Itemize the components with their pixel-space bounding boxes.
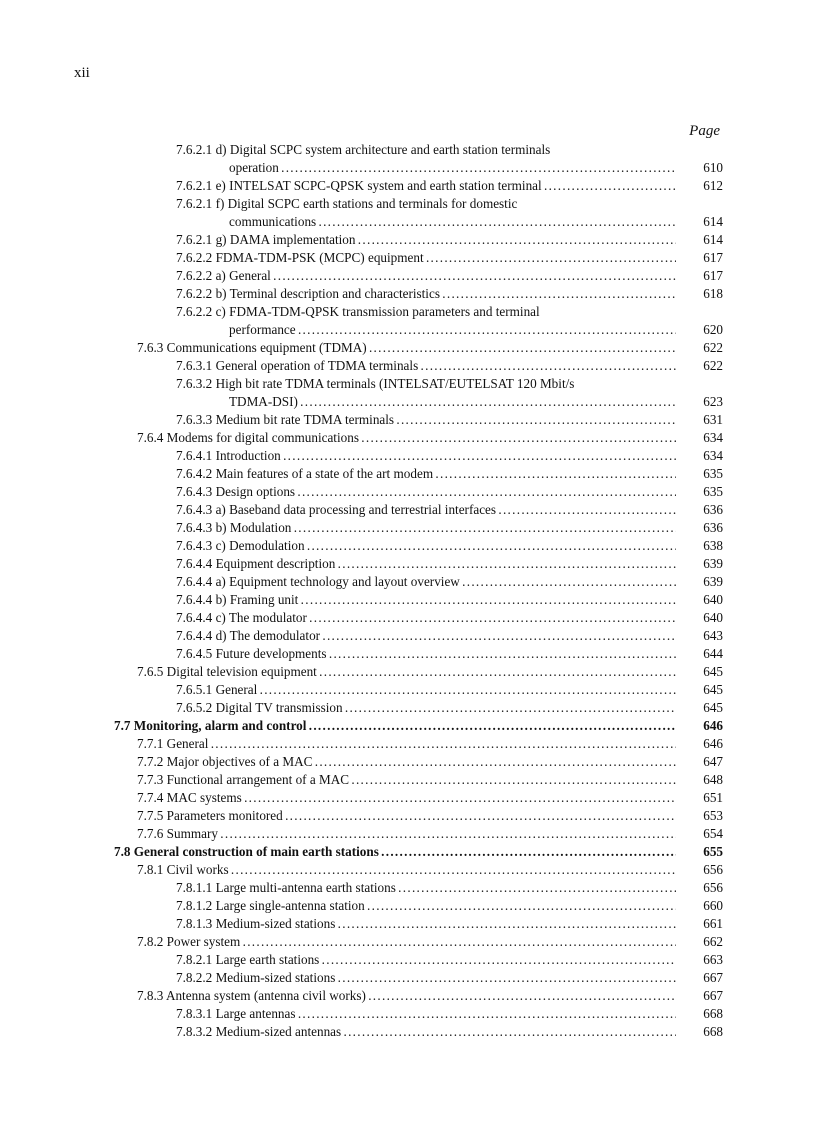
toc-entry-title-line: 7.8.2.2 Medium-sized stations . . . (176, 969, 676, 987)
toc-entry-page-number: 638 (703, 538, 723, 553)
toc-entry-title-line: 7.6.4.3 b) Modulation . . . (176, 519, 676, 537)
toc-entry-page-number: 620 (703, 322, 723, 337)
toc-entry-title (176, 699, 676, 717)
toc-entry-title-line: 7.6.5 Digital television equipment . . . (137, 663, 676, 681)
toc-entry-title-line: 7.6.5.1 General . . . (176, 681, 676, 699)
toc-entry-title (176, 249, 676, 267)
toc-entry (0, 681, 816, 699)
toc-entry (0, 375, 816, 411)
toc-entry-title (137, 933, 676, 951)
toc-entry-title-line: 7.8.3.1 Large antennas . . . (176, 1005, 676, 1023)
toc-entry-title (176, 915, 676, 933)
toc-entry (0, 429, 816, 447)
toc-entry (0, 933, 816, 951)
toc-entry-page-number: 660 (703, 898, 723, 913)
toc-entry-title-continuation: TDMA-DSI) . . . (176, 393, 676, 411)
toc-entry-title (176, 141, 676, 177)
toc-entry (0, 195, 816, 231)
toc-entry-page-number: 647 (703, 754, 723, 769)
toc-entry (0, 897, 816, 915)
toc-entry-title (176, 627, 676, 645)
toc-entry-title (176, 591, 676, 609)
page-number-roman: xii (74, 65, 90, 81)
toc-entry-page-number: 622 (703, 340, 723, 355)
toc-entry-title-line: 7.6.3.1 General operation of TDMA terminals . . . (176, 357, 676, 375)
toc-entry-page-number: 655 (703, 844, 723, 859)
toc-entry-title (176, 285, 676, 303)
toc-entry-title-line: 7.8.1 Civil works . . . (137, 861, 676, 879)
toc-entry (0, 483, 816, 501)
toc-entry (0, 627, 816, 645)
toc-entry-page-number: 645 (703, 700, 723, 715)
toc-entry-page-number: 610 (703, 160, 723, 175)
toc-entry-title (176, 501, 676, 519)
toc-entry-title-line: 7.8.1.2 Large single-antenna station . . . (176, 897, 676, 915)
toc-entry-title-line: 7.6.4.4 c) The modulator . . . (176, 609, 676, 627)
toc-entry-title-line: 7.7.5 Parameters monitored . . . (137, 807, 676, 825)
toc-entry-title-line: 7.6.2.1 d) Digital SCPC system architecture and earth station terminals (176, 142, 551, 157)
toc-entry (0, 861, 816, 879)
toc-entry-page-number: 663 (703, 952, 723, 967)
toc-entry-page-number: 661 (703, 916, 723, 931)
toc-entry (0, 915, 816, 933)
toc-entry-title-line: 7.6.4.4 a) Equipment technology and layout overview . . . (176, 573, 676, 591)
toc-entry-title (176, 555, 676, 573)
toc-entry-page-number: 644 (703, 646, 723, 661)
toc-entry-title (176, 465, 676, 483)
toc-entry-title (176, 177, 676, 195)
toc-entry-page-number: 618 (703, 286, 723, 301)
toc-entry-title-line: 7.7.1 General . . . (137, 735, 676, 753)
toc-entry-page-number: 635 (703, 484, 723, 499)
toc-entry-title-line: 7.6.2.2 a) General . . . (176, 267, 676, 285)
toc-entry-title-continuation: performance . . . (176, 321, 676, 339)
toc-entry-title-line: 7.6.2.2 FDMA-TDM-PSK (MCPC) equipment . . . (176, 249, 676, 267)
toc-entry-page-number: 654 (703, 826, 723, 841)
toc-entry-title-line: 7.6.4.1 Introduction . . . (176, 447, 676, 465)
toc-entry-title (137, 429, 676, 447)
toc-entry-title-line: 7.6.5.2 Digital TV transmission . . . (176, 699, 676, 717)
toc-entry-page-number: 651 (703, 790, 723, 805)
toc-entry-page-number: 635 (703, 466, 723, 481)
toc-entry-title (137, 663, 676, 681)
toc-entry (0, 501, 816, 519)
toc-entry-title-line: 7.6.3 Communications equipment (TDMA) . . . (137, 339, 676, 357)
toc-entry-page-number: 640 (703, 592, 723, 607)
toc-entry-page-number: 636 (703, 520, 723, 535)
toc-entry-page-number: 668 (703, 1024, 723, 1039)
toc-entry (0, 951, 816, 969)
toc-entry-page-number: 623 (703, 394, 723, 409)
toc-entry-title (114, 717, 676, 735)
toc-entry-title (137, 987, 676, 1005)
toc-entry (0, 519, 816, 537)
toc-entry (0, 717, 816, 735)
toc-entry-title-line: 7.6.2.1 g) DAMA implementation . . . (176, 231, 676, 249)
toc-entry-title (176, 609, 676, 627)
toc-entry-page-number: 612 (703, 178, 723, 193)
toc-entry (0, 645, 816, 663)
toc-entry-title-line: 7.6.2.2 c) FDMA-TDM-QPSK transmission parameters and terminal (176, 304, 540, 319)
toc-entry-title (176, 411, 676, 429)
toc-entry-page-number: 639 (703, 574, 723, 589)
toc-entry-page-number: 656 (703, 880, 723, 895)
toc-entry (0, 447, 816, 465)
toc-entry-title-continuation: operation . . . (176, 159, 676, 177)
toc-entry-title-line: 7.6.4.4 d) The demodulator . . . (176, 627, 676, 645)
toc-entry-title (176, 1005, 676, 1023)
toc-entry-title (176, 375, 676, 411)
toc-entry-title (176, 969, 676, 987)
toc-entry-title-line: 7.6.2.1 e) INTELSAT SCPC-QPSK system and earth station terminal . . . (176, 177, 676, 195)
toc-entry-title-line: 7.8.2 Power system . . . (137, 933, 676, 951)
toc-entry (0, 411, 816, 429)
toc-entry-title (176, 645, 676, 663)
toc-entry-title (137, 771, 676, 789)
toc-entry-page-number: 645 (703, 664, 723, 679)
toc-entry-title-line: 7.7.2 Major objectives of a MAC . . . (137, 753, 676, 771)
toc-entry (0, 555, 816, 573)
toc-entry (0, 1023, 816, 1041)
toc-entry (0, 231, 816, 249)
toc-entry-title (176, 537, 676, 555)
toc-entry-title-line: 7.8 General construction of main earth stations . . . (114, 843, 676, 861)
toc-entry-title-line: 7.6.4.5 Future developments . . . (176, 645, 676, 663)
toc-entry-page-number: 643 (703, 628, 723, 643)
toc-entry (0, 843, 816, 861)
toc-entry-page-number: 622 (703, 358, 723, 373)
toc-entry (0, 285, 816, 303)
toc-entry-title (114, 843, 676, 861)
toc-entry (0, 591, 816, 609)
toc-entry (0, 825, 816, 843)
toc-entry-title (137, 789, 676, 807)
toc-entry-title-line: 7.6.4.4 b) Framing unit . . . (176, 591, 676, 609)
toc-entry-page-number: 631 (703, 412, 723, 427)
toc-entry-title (176, 483, 676, 501)
toc-entry (0, 987, 816, 1005)
toc-entry (0, 573, 816, 591)
toc-entry-page-number: 662 (703, 934, 723, 949)
toc-entry-title-line: 7.6.4.3 Design options . . . (176, 483, 676, 501)
toc-entry (0, 177, 816, 195)
toc-entry-title-line: 7.8.3 Antenna system (antenna civil works) . . . (137, 987, 676, 1005)
toc-entry (0, 663, 816, 681)
toc-entry-page-number: 645 (703, 682, 723, 697)
toc-entry-title (176, 879, 676, 897)
toc-entry-title (176, 267, 676, 285)
toc-entry-page-number: 646 (703, 718, 723, 733)
toc-entry-title (176, 573, 676, 591)
toc-entry (0, 735, 816, 753)
toc-entry-title (176, 195, 676, 231)
toc-entry-page-number: 667 (703, 970, 723, 985)
toc-entry-title-line: 7.7.3 Functional arrangement of a MAC . . . (137, 771, 676, 789)
toc-entry-title (137, 807, 676, 825)
toc-entry-title (176, 897, 676, 915)
toc-entry (0, 609, 816, 627)
toc-entry-title (176, 231, 676, 249)
toc-entry-title-line: 7.6.4 Modems for digital communications . . . (137, 429, 676, 447)
toc-entry (0, 807, 816, 825)
toc-entry-page-number: 634 (703, 430, 723, 445)
toc-entry-title (176, 519, 676, 537)
table-of-contents (0, 141, 816, 1041)
toc-entry-page-number: 614 (703, 232, 723, 247)
toc-entry-title-line: 7.6.4.2 Main features of a state of the art modem . . . (176, 465, 676, 483)
toc-entry-page-number: 636 (703, 502, 723, 517)
toc-entry-title (176, 1023, 676, 1041)
toc-entry (0, 969, 816, 987)
toc-entry-title-line: 7.6.3.3 Medium bit rate TDMA terminals . . . (176, 411, 676, 429)
toc-entry (0, 537, 816, 555)
toc-entry (0, 771, 816, 789)
toc-entry-title-line: 7.7.4 MAC systems . . . (137, 789, 676, 807)
toc-entry (0, 699, 816, 717)
toc-entry (0, 303, 816, 339)
toc-entry-title-continuation: communications . . . (176, 213, 676, 231)
toc-entry (0, 267, 816, 285)
toc-entry-page-number: 639 (703, 556, 723, 571)
toc-entry-title (137, 753, 676, 771)
toc-entry-title-line: 7.8.1.3 Medium-sized stations . . . (176, 915, 676, 933)
toc-entry-title-line: 7.8.3.2 Medium-sized antennas . . . (176, 1023, 676, 1041)
page-column-header: Page (689, 123, 720, 139)
toc-entry-page-number: 617 (703, 268, 723, 283)
toc-entry (0, 879, 816, 897)
toc-entry-page-number: 653 (703, 808, 723, 823)
toc-entry-page-number: 648 (703, 772, 723, 787)
toc-entry-title (176, 951, 676, 969)
toc-entry-title-line: 7.6.4.3 c) Demodulation . . . (176, 537, 676, 555)
toc-entry-title-line: 7.7 Monitoring, alarm and control . . . (114, 717, 676, 735)
toc-entry-title-line: 7.6.4.4 Equipment description . . . (176, 555, 676, 573)
toc-entry (0, 141, 816, 177)
toc-entry (0, 357, 816, 375)
toc-entry-title (137, 861, 676, 879)
toc-entry-page-number: 646 (703, 736, 723, 751)
toc-entry-title (176, 447, 676, 465)
toc-entry (0, 789, 816, 807)
toc-entry (0, 339, 816, 357)
toc-entry-title-line: 7.6.4.3 a) Baseband data processing and terrestrial interfaces . . . (176, 501, 676, 519)
toc-entry-title-line: 7.8.1.1 Large multi-antenna earth stations . . . (176, 879, 676, 897)
toc-entry-title (137, 735, 676, 753)
toc-entry-title (176, 303, 676, 339)
toc-entry-page-number: 667 (703, 988, 723, 1003)
toc-entry (0, 1005, 816, 1023)
toc-entry-title-line: 7.6.2.2 b) Terminal description and characteristics . . . (176, 285, 676, 303)
toc-entry (0, 465, 816, 483)
toc-entry-page-number: 614 (703, 214, 723, 229)
toc-entry-page-number: 656 (703, 862, 723, 877)
toc-entry (0, 753, 816, 771)
toc-entry-title-line: 7.8.2.1 Large earth stations . . . (176, 951, 676, 969)
toc-entry-title-line: 7.6.3.2 High bit rate TDMA terminals (INTELSAT/EUTELSAT 120 Mbit/s (176, 376, 575, 391)
toc-entry-page-number: 668 (703, 1006, 723, 1021)
toc-entry (0, 249, 816, 267)
toc-entry-page-number: 634 (703, 448, 723, 463)
toc-entry-title (137, 339, 676, 357)
toc-entry-title (176, 357, 676, 375)
toc-entry-page-number: 617 (703, 250, 723, 265)
toc-entry-title (176, 681, 676, 699)
toc-entry-title-line: 7.7.6 Summary . . . (137, 825, 676, 843)
toc-entry-page-number: 640 (703, 610, 723, 625)
toc-entry-title-line: 7.6.2.1 f) Digital SCPC earth stations and terminals for domestic (176, 196, 518, 211)
toc-entry-title (137, 825, 676, 843)
